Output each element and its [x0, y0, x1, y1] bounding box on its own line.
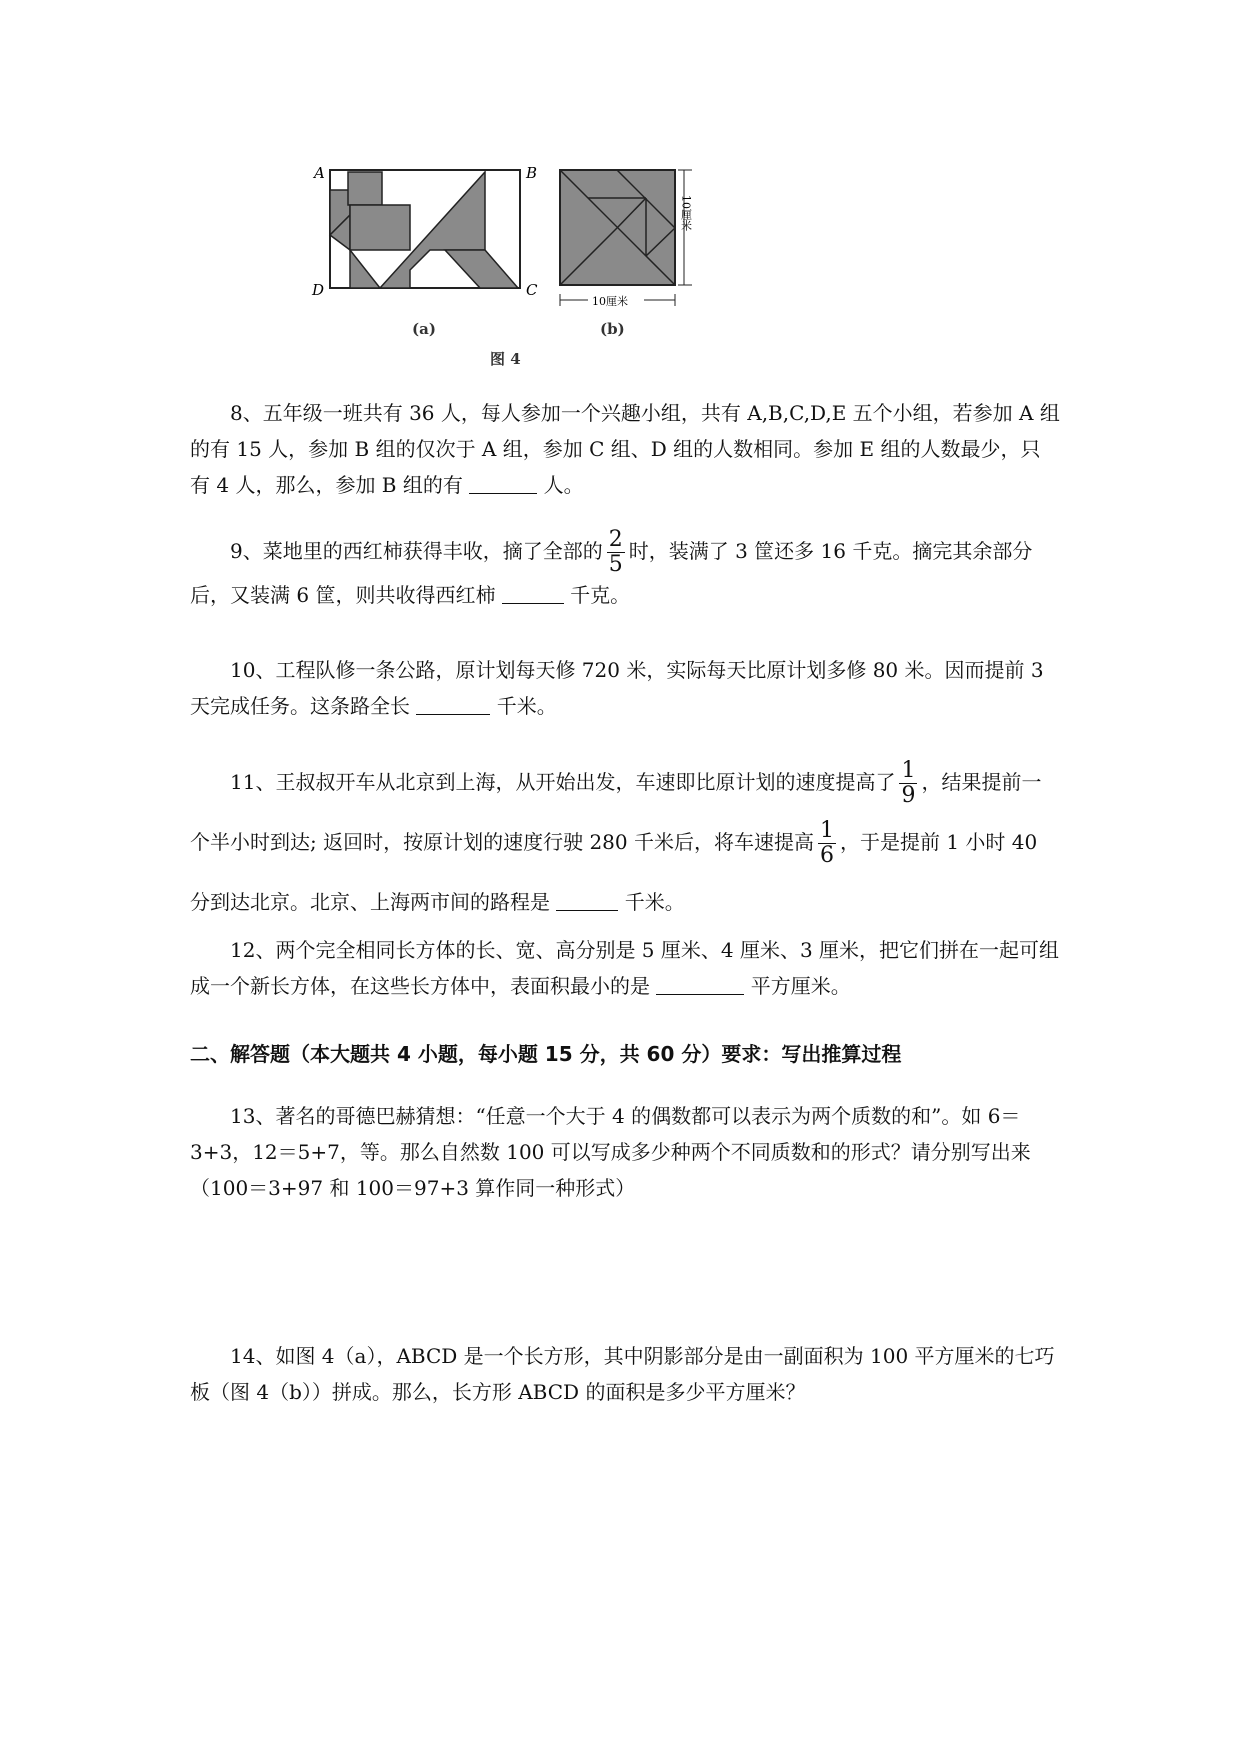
question-11-text-2: ，结果提前一个半小时到达; 返回时，按原计划的速度行驶 280 千米后，将车速提高: [190, 770, 1042, 854]
question-9-tail: 千克。: [570, 583, 631, 607]
question-9: [190, 528, 1060, 613]
question-10: [190, 652, 1060, 724]
section-heading: 二、解答题（本大题共 4 小题，每小题 15 分，共 60 分）要求：写出推算过程: [190, 1042, 902, 1066]
tangram-piece: [350, 250, 380, 288]
question-11: [190, 752, 1060, 932]
answer-blank[interactable]: [656, 972, 744, 995]
dim-side-label: 10厘米: [679, 195, 693, 231]
fraction-1-6: $\frac{1}{6}$: [819, 818, 834, 868]
sub-caption-a: (a): [412, 320, 436, 338]
tangram-figure: [300, 150, 760, 380]
tangram-piece: [348, 172, 382, 205]
label-b: B: [526, 164, 538, 182]
question-8-text: 8、五年级一班共有 36 人，每人参加一个兴趣小组，共有 A,B,C,D,E 五个小组，若参加 A 组的有 15 人，参加 B 组的仅次于 A 组，参加 C 组、D 组的人数相同。参加 E 组的人数最少，只有 4 人，那么，参加 B 组的有: [190, 401, 1060, 497]
label-c: C: [526, 281, 538, 299]
question-9-text-after: 时，装满了 3 筐还多 16 千克。摘完其余部分后，又装满 6 筐，则共收得西红柿: [190, 539, 1033, 607]
question-12: [190, 932, 1060, 1004]
fraction-2-5: $\frac{2}{5}$: [608, 527, 623, 577]
answer-blank[interactable]: [502, 581, 564, 604]
question-10-text: 10、工程队修一条公路，原计划每天修 720 米，实际每天比原计划多修 80 米。因而提前 3 天完成任务。这条路全长: [190, 658, 1044, 718]
figure-b-diagram: [560, 170, 693, 308]
answer-blank[interactable]: [416, 692, 490, 715]
answer-blank[interactable]: [469, 471, 537, 494]
question-9-text: 9、菜地里的西红柿获得丰收，摘了全部的: [230, 539, 603, 563]
question-8-tail: 人。: [543, 473, 584, 497]
question-12-text: 12、两个完全相同长方体的长、宽、高分别是 5 厘米、4 厘米、3 厘米，把它们拼在一起可组成一个新长方体，在这些长方体中，表面积最小的是: [190, 938, 1060, 998]
question-11-tail: 千米。: [624, 890, 685, 914]
figure-4: [300, 150, 760, 380]
question-14: 14、如图 4（a），ABCD 是一个长方形，其中阴影部分是由一副面积为 100 平方厘米的七巧板（图 4（b））拼成。那么，长方形 ABCD 的面积是多少平方厘米？: [190, 1344, 1055, 1404]
question-12-tail: 平方厘米。: [750, 974, 851, 998]
question-8: [190, 395, 1060, 503]
question-10-tail: 千米。: [496, 694, 557, 718]
tangram-piece: [350, 205, 410, 250]
label-d: D: [312, 281, 325, 299]
tangram-piece: [445, 250, 518, 288]
figure-caption: 图 4: [490, 350, 521, 368]
figure-a-diagram: [311, 164, 538, 299]
question-13: 13、著名的哥德巴赫猜想：“任意一个大于 4 的偶数都可以表示为两个质数的和”。如 6＝3+3，12＝5+7，等。那么自然数 100 可以写成多少种两个不同质数和的形式？请分别写出来（100＝3+97 和 100＝97+3 算作同一种形式）: [190, 1104, 1031, 1200]
answer-blank[interactable]: [556, 888, 618, 911]
fraction-1-9: $\frac{1}{9}$: [901, 758, 916, 808]
question-11-text: 11、王叔叔开车从北京到上海，从开始出发，车速即比原计划的速度提高了: [230, 770, 896, 794]
question-11-text-3: ，于是提前 1 小时 40 分到达北京。北京、上海两市间的路程是: [190, 830, 1038, 914]
sub-caption-b: (b): [600, 320, 625, 338]
dim-bottom-label: 10厘米: [592, 295, 628, 308]
label-a: A: [314, 164, 325, 182]
